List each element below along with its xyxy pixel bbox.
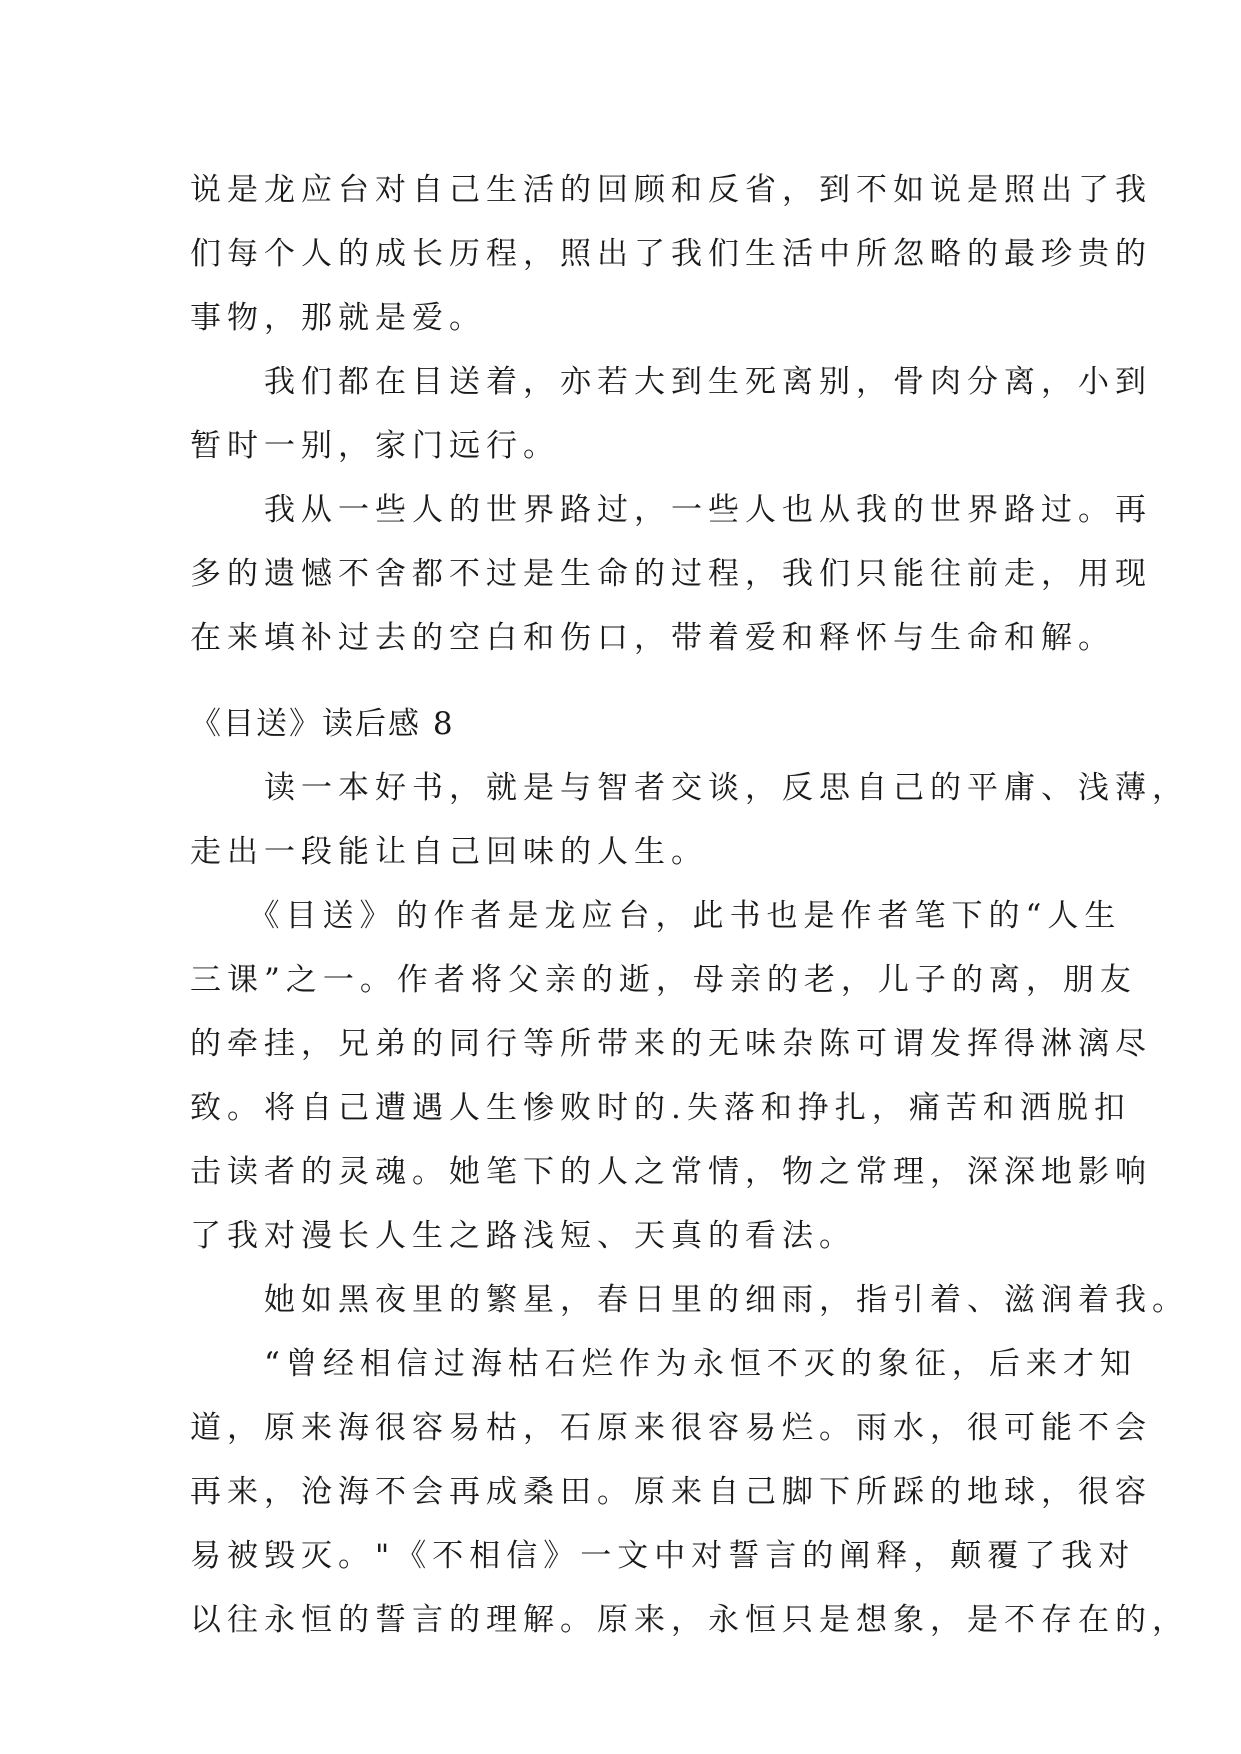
section-heading: 《目送》读后感 8 xyxy=(190,706,455,742)
paragraph-block-2 xyxy=(190,756,1189,1652)
text-line: 再来，沧海不会再成桑田。原来自己脚下所踩的地球，很容 xyxy=(190,1474,1152,1510)
text-line: 读一本好书，就是与智者交谈，反思自己的平庸、浅薄， xyxy=(190,770,1189,806)
text-line: 道，原来海很容易枯，石原来很容易烂。雨水，很可能不会 xyxy=(190,1410,1152,1446)
text-line: 的牵挂，兄弟的同行等所带来的无味杂陈可谓发挥得淋漓尽 xyxy=(190,1026,1152,1062)
text-line: 事物，那就是爱。 xyxy=(190,300,486,336)
document-page xyxy=(190,158,1189,1652)
text-line: 三课”之一。作者将父亲的逝，母亲的老，儿子的离，朋友 xyxy=(190,962,1137,998)
text-line: 我从一些人的世界路过，一些人也从我的世界路过。再 xyxy=(190,492,1152,528)
text-line: 致。将自己遭遇人生惨败时的.失落和挣扎，痛苦和洒脱扣 xyxy=(190,1090,1131,1126)
text-line: 击读者的灵魂。她笔下的人之常情，物之常理，深深地影响 xyxy=(190,1154,1152,1190)
text-line: 《目送》的作者是龙应台，此书也是作者笔下的“人生 xyxy=(190,898,1122,934)
text-line: 以往永恒的誓言的理解。原来，永恒只是想象，是不存在的， xyxy=(190,1602,1189,1638)
text-line: 了我对漫长人生之路浅短、天真的看法。 xyxy=(190,1218,856,1254)
text-line: 她如黑夜里的繁星，春日里的细雨，指引着、滋润着我。 xyxy=(190,1282,1189,1318)
text-line: 说是龙应台对自己生活的回顾和反省，到不如说是照出了我 xyxy=(190,172,1152,208)
text-line: 多的遗憾不舍都不过是生命的过程，我们只能往前走，用现 xyxy=(190,556,1152,592)
text-line: 们每个人的成长历程，照出了我们生活中所忽略的最珍贵的 xyxy=(190,236,1152,272)
text-line: 暂时一别，家门远行。 xyxy=(190,428,560,464)
text-line: 走出一段能让自己回味的人生。 xyxy=(190,834,708,870)
text-line: 在来填补过去的空白和伤口，带着爱和释怀与生命和解。 xyxy=(190,620,1115,656)
text-line: 易被毁灭。"《不相信》一文中对誓言的阐释，颠覆了我对 xyxy=(190,1538,1136,1574)
text-line: 我们都在目送着，亦若大到生死离别，骨肉分离，小到 xyxy=(190,364,1152,400)
text-line: “曾经相信过海枯石烂作为永恒不灭的象征，后来才知 xyxy=(190,1346,1137,1382)
paragraph-block-1 xyxy=(190,158,1152,670)
